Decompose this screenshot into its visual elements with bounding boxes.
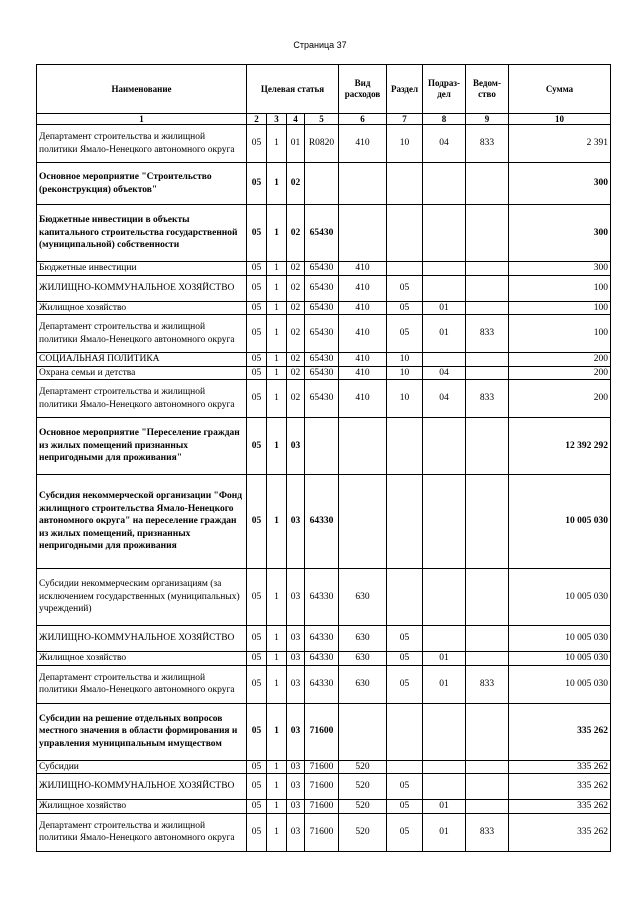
subsection-cell <box>423 475 466 569</box>
department-cell: 833 <box>466 315 509 353</box>
target-code-program: 05 <box>247 665 267 703</box>
target-code-subprogram: 1 <box>267 800 287 814</box>
target-code-activity: 03 <box>287 760 305 774</box>
expense-type-cell: 630 <box>339 626 387 652</box>
table-row <box>37 652 611 666</box>
row-name: Основное мероприятие "Строительство (реконструкция) объектов" <box>37 163 247 205</box>
target-code-activity: 03 <box>287 665 305 703</box>
expense-type-cell <box>339 475 387 569</box>
expense-type-cell: 520 <box>339 760 387 774</box>
expense-type-cell <box>339 703 387 760</box>
section-cell: 05 <box>387 774 423 800</box>
header-subsection: Подраз-дел <box>423 65 466 114</box>
target-code-program: 05 <box>247 475 267 569</box>
target-code-direction: 71600 <box>305 774 339 800</box>
department-cell <box>466 569 509 626</box>
target-code-subprogram: 1 <box>267 275 287 301</box>
section-cell <box>387 569 423 626</box>
amount-cell: 200 <box>509 353 611 367</box>
expense-type-cell <box>339 205 387 262</box>
target-code-program: 05 <box>247 315 267 353</box>
target-code-activity: 03 <box>287 652 305 666</box>
row-name: Субсидии на решение отдельных вопросов местного значения в области формирования и управления муниципальным имуществом <box>37 703 247 760</box>
expense-type-cell: 520 <box>339 800 387 814</box>
target-code-subprogram: 1 <box>267 652 287 666</box>
subsection-cell <box>423 163 466 205</box>
target-code-subprogram: 1 <box>267 760 287 774</box>
amount-cell: 2 391 <box>509 125 611 163</box>
target-code-direction <box>305 163 339 205</box>
target-code-program: 05 <box>247 813 267 851</box>
target-code-direction: 71600 <box>305 800 339 814</box>
section-cell <box>387 760 423 774</box>
table-row <box>37 475 611 569</box>
department-cell <box>466 760 509 774</box>
expense-type-cell: 630 <box>339 665 387 703</box>
target-code-activity: 03 <box>287 418 305 475</box>
table-row <box>37 665 611 703</box>
expense-type-cell: 630 <box>339 652 387 666</box>
amount-cell: 335 262 <box>509 760 611 774</box>
target-code-activity: 03 <box>287 626 305 652</box>
target-code-direction: 71600 <box>305 703 339 760</box>
subsection-cell <box>423 774 466 800</box>
subsection-cell <box>423 353 466 367</box>
column-number: 1 <box>37 114 247 125</box>
row-name: Охрана семьи и детства <box>37 366 247 380</box>
budget-table <box>36 64 611 852</box>
subsection-cell <box>423 703 466 760</box>
section-cell: 10 <box>387 353 423 367</box>
section-cell <box>387 703 423 760</box>
amount-cell: 10 005 030 <box>509 626 611 652</box>
row-name: Департамент строительства и жилищной политики Ямало-Ненецкого автономного округа <box>37 125 247 163</box>
expense-type-cell: 410 <box>339 366 387 380</box>
table-row <box>37 315 611 353</box>
table-row <box>37 813 611 851</box>
department-cell <box>466 205 509 262</box>
department-cell <box>466 774 509 800</box>
target-code-direction: 64330 <box>305 569 339 626</box>
row-name: Бюджетные инвестиции <box>37 262 247 276</box>
column-number: 3 <box>267 114 287 125</box>
expense-type-cell: 630 <box>339 569 387 626</box>
target-code-program: 05 <box>247 569 267 626</box>
expense-type-cell: 410 <box>339 380 387 418</box>
table-row <box>37 380 611 418</box>
column-number: 9 <box>466 114 509 125</box>
subsection-cell <box>423 262 466 276</box>
subsection-cell <box>423 418 466 475</box>
subsection-cell: 04 <box>423 125 466 163</box>
target-code-activity: 02 <box>287 380 305 418</box>
target-code-activity: 02 <box>287 205 305 262</box>
section-cell <box>387 163 423 205</box>
department-cell <box>466 703 509 760</box>
target-code-activity: 02 <box>287 301 305 315</box>
amount-cell: 200 <box>509 380 611 418</box>
expense-type-cell: 410 <box>339 275 387 301</box>
target-code-activity: 01 <box>287 125 305 163</box>
target-code-subprogram: 1 <box>267 301 287 315</box>
subsection-cell: 01 <box>423 315 466 353</box>
header-row <box>37 65 611 114</box>
target-code-program: 05 <box>247 626 267 652</box>
target-code-subprogram: 1 <box>267 366 287 380</box>
row-name: СОЦИАЛЬНАЯ ПОЛИТИКА <box>37 353 247 367</box>
expense-type-cell: 410 <box>339 125 387 163</box>
expense-type-cell <box>339 418 387 475</box>
table-row <box>37 163 611 205</box>
section-cell: 10 <box>387 380 423 418</box>
section-cell: 10 <box>387 125 423 163</box>
table-row <box>37 275 611 301</box>
target-code-activity: 02 <box>287 353 305 367</box>
section-cell: 05 <box>387 275 423 301</box>
department-cell <box>466 418 509 475</box>
row-name: Бюджетные инвестиции в объекты капитального строительства государственной (муниципальной) собственности <box>37 205 247 262</box>
target-code-activity: 03 <box>287 800 305 814</box>
target-code-subprogram: 1 <box>267 163 287 205</box>
target-code-subprogram: 1 <box>267 262 287 276</box>
table-row <box>37 569 611 626</box>
target-code-direction <box>305 418 339 475</box>
table-row <box>37 353 611 367</box>
amount-cell: 100 <box>509 275 611 301</box>
subsection-cell: 01 <box>423 813 466 851</box>
subsection-cell: 01 <box>423 652 466 666</box>
header-target: Целевая статья <box>247 65 339 114</box>
target-code-direction: 71600 <box>305 813 339 851</box>
target-code-subprogram: 1 <box>267 665 287 703</box>
amount-cell: 12 392 292 <box>509 418 611 475</box>
subsection-cell: 04 <box>423 366 466 380</box>
column-number-row <box>37 114 611 125</box>
header-department: Ведом-ство <box>466 65 509 114</box>
amount-cell: 300 <box>509 205 611 262</box>
target-code-direction: 71600 <box>305 760 339 774</box>
target-code-direction: 65430 <box>305 301 339 315</box>
section-cell: 05 <box>387 800 423 814</box>
target-code-activity: 02 <box>287 262 305 276</box>
target-code-direction: 64330 <box>305 665 339 703</box>
section-cell <box>387 418 423 475</box>
department-cell <box>466 366 509 380</box>
expense-type-cell <box>339 163 387 205</box>
amount-cell: 335 262 <box>509 703 611 760</box>
target-code-activity: 02 <box>287 275 305 301</box>
row-name: Субсидии некоммерческим организациям (за исключением государственных (муниципальных) учреждений) <box>37 569 247 626</box>
target-code-activity: 03 <box>287 774 305 800</box>
row-name: Субсидия некоммерческой организации "Фонд жилищного строительства Ямало-Ненецкого автономного округа" на переселение граждан из жилых помещений, признанных непригодными для проживания <box>37 475 247 569</box>
target-code-subprogram: 1 <box>267 353 287 367</box>
row-name: Жилищное хозяйство <box>37 800 247 814</box>
row-name: Жилищное хозяйство <box>37 652 247 666</box>
target-code-subprogram: 1 <box>267 418 287 475</box>
department-cell: 833 <box>466 380 509 418</box>
target-code-direction: 65430 <box>305 275 339 301</box>
expense-type-cell: 410 <box>339 315 387 353</box>
row-name: ЖИЛИЩНО-КОММУНАЛЬНОЕ ХОЗЯЙСТВО <box>37 626 247 652</box>
target-code-program: 05 <box>247 353 267 367</box>
subsection-cell <box>423 626 466 652</box>
target-code-activity: 02 <box>287 163 305 205</box>
subsection-cell <box>423 205 466 262</box>
amount-cell: 335 262 <box>509 813 611 851</box>
table-row <box>37 301 611 315</box>
table-row <box>37 418 611 475</box>
expense-type-cell: 410 <box>339 353 387 367</box>
target-code-direction: 65430 <box>305 366 339 380</box>
column-number: 8 <box>423 114 466 125</box>
target-code-subprogram: 1 <box>267 205 287 262</box>
expense-type-cell: 520 <box>339 774 387 800</box>
target-code-activity: 03 <box>287 813 305 851</box>
target-code-subprogram: 1 <box>267 813 287 851</box>
table-row <box>37 125 611 163</box>
department-cell <box>466 262 509 276</box>
amount-cell: 100 <box>509 315 611 353</box>
subsection-cell: 04 <box>423 380 466 418</box>
column-number: 4 <box>287 114 305 125</box>
amount-cell: 335 262 <box>509 774 611 800</box>
target-code-activity: 02 <box>287 366 305 380</box>
target-code-program: 05 <box>247 366 267 380</box>
expense-type-cell: 520 <box>339 813 387 851</box>
section-cell <box>387 475 423 569</box>
target-code-program: 05 <box>247 275 267 301</box>
target-code-program: 05 <box>247 262 267 276</box>
table-row <box>37 626 611 652</box>
target-code-program: 05 <box>247 703 267 760</box>
amount-cell: 10 005 030 <box>509 665 611 703</box>
table-row <box>37 205 611 262</box>
amount-cell: 200 <box>509 366 611 380</box>
target-code-subprogram: 1 <box>267 315 287 353</box>
column-number: 2 <box>247 114 267 125</box>
department-cell: 833 <box>466 125 509 163</box>
table-row <box>37 774 611 800</box>
target-code-subprogram: 1 <box>267 703 287 760</box>
target-code-subprogram: 1 <box>267 626 287 652</box>
section-cell: 05 <box>387 301 423 315</box>
section-cell: 10 <box>387 366 423 380</box>
row-name: Департамент строительства и жилищной политики Ямало-Ненецкого автономного округа <box>37 813 247 851</box>
row-name: Субсидии <box>37 760 247 774</box>
header-name: Наименование <box>37 65 247 114</box>
row-name: Основное мероприятие "Переселение граждан из жилых помещений признанных непригодными для проживания" <box>37 418 247 475</box>
amount-cell: 300 <box>509 262 611 276</box>
target-code-direction: 65430 <box>305 315 339 353</box>
amount-cell: 10 005 030 <box>509 652 611 666</box>
section-cell <box>387 205 423 262</box>
subsection-cell: 01 <box>423 301 466 315</box>
target-code-program: 05 <box>247 380 267 418</box>
target-code-program: 05 <box>247 205 267 262</box>
column-number: 5 <box>305 114 339 125</box>
amount-cell: 10 005 030 <box>509 569 611 626</box>
department-cell: 833 <box>466 665 509 703</box>
amount-cell: 335 262 <box>509 800 611 814</box>
target-code-program: 05 <box>247 774 267 800</box>
row-name: Департамент строительства и жилищной политики Ямало-Ненецкого автономного округа <box>37 380 247 418</box>
subsection-cell: 01 <box>423 665 466 703</box>
department-cell <box>466 353 509 367</box>
target-code-direction: 64330 <box>305 652 339 666</box>
department-cell: 833 <box>466 813 509 851</box>
row-name: ЖИЛИЩНО-КОММУНАЛЬНОЕ ХОЗЯЙСТВО <box>37 774 247 800</box>
table-row <box>37 800 611 814</box>
target-code-program: 05 <box>247 301 267 315</box>
target-code-program: 05 <box>247 163 267 205</box>
table-row <box>37 366 611 380</box>
target-code-direction: 64330 <box>305 475 339 569</box>
target-code-activity: 03 <box>287 569 305 626</box>
subsection-cell <box>423 569 466 626</box>
department-cell <box>466 163 509 205</box>
subsection-cell <box>423 275 466 301</box>
target-code-subprogram: 1 <box>267 380 287 418</box>
amount-cell: 300 <box>509 163 611 205</box>
header-amount: Сумма <box>509 65 611 114</box>
section-cell: 05 <box>387 315 423 353</box>
target-code-activity: 03 <box>287 703 305 760</box>
target-code-activity: 03 <box>287 475 305 569</box>
department-cell <box>466 800 509 814</box>
target-code-program: 05 <box>247 760 267 774</box>
section-cell: 05 <box>387 813 423 851</box>
page-number: Страница 37 <box>293 40 347 50</box>
target-code-direction: 65430 <box>305 353 339 367</box>
column-number: 7 <box>387 114 423 125</box>
row-name: Департамент строительства и жилищной политики Ямало-Ненецкого автономного округа <box>37 315 247 353</box>
row-name: Департамент строительства и жилищной политики Ямало-Ненецкого автономного округа <box>37 665 247 703</box>
target-code-program: 05 <box>247 800 267 814</box>
target-code-direction: 65430 <box>305 205 339 262</box>
column-number: 10 <box>509 114 611 125</box>
target-code-subprogram: 1 <box>267 569 287 626</box>
table-row <box>37 760 611 774</box>
row-name: Жилищное хозяйство <box>37 301 247 315</box>
target-code-subprogram: 1 <box>267 125 287 163</box>
header-expense-type: Вид расходов <box>339 65 387 114</box>
section-cell <box>387 262 423 276</box>
target-code-program: 05 <box>247 125 267 163</box>
row-name: ЖИЛИЩНО-КОММУНАЛЬНОЕ ХОЗЯЙСТВО <box>37 275 247 301</box>
amount-cell: 100 <box>509 301 611 315</box>
target-code-direction: 64330 <box>305 626 339 652</box>
department-cell <box>466 626 509 652</box>
table-row <box>37 262 611 276</box>
section-cell: 05 <box>387 652 423 666</box>
target-code-direction: 65430 <box>305 262 339 276</box>
department-cell <box>466 275 509 301</box>
table-row <box>37 703 611 760</box>
expense-type-cell: 410 <box>339 262 387 276</box>
target-code-program: 05 <box>247 418 267 475</box>
section-cell: 05 <box>387 626 423 652</box>
target-code-direction: 65430 <box>305 380 339 418</box>
expense-type-cell: 410 <box>339 301 387 315</box>
amount-cell: 10 005 030 <box>509 475 611 569</box>
target-code-activity: 02 <box>287 315 305 353</box>
target-code-subprogram: 1 <box>267 774 287 800</box>
header-section: Раздел <box>387 65 423 114</box>
department-cell <box>466 301 509 315</box>
target-code-subprogram: 1 <box>267 475 287 569</box>
department-cell <box>466 652 509 666</box>
column-number: 6 <box>339 114 387 125</box>
section-cell: 05 <box>387 665 423 703</box>
target-code-program: 05 <box>247 652 267 666</box>
subsection-cell: 01 <box>423 800 466 814</box>
department-cell <box>466 475 509 569</box>
target-code-direction: R0820 <box>305 125 339 163</box>
subsection-cell <box>423 760 466 774</box>
